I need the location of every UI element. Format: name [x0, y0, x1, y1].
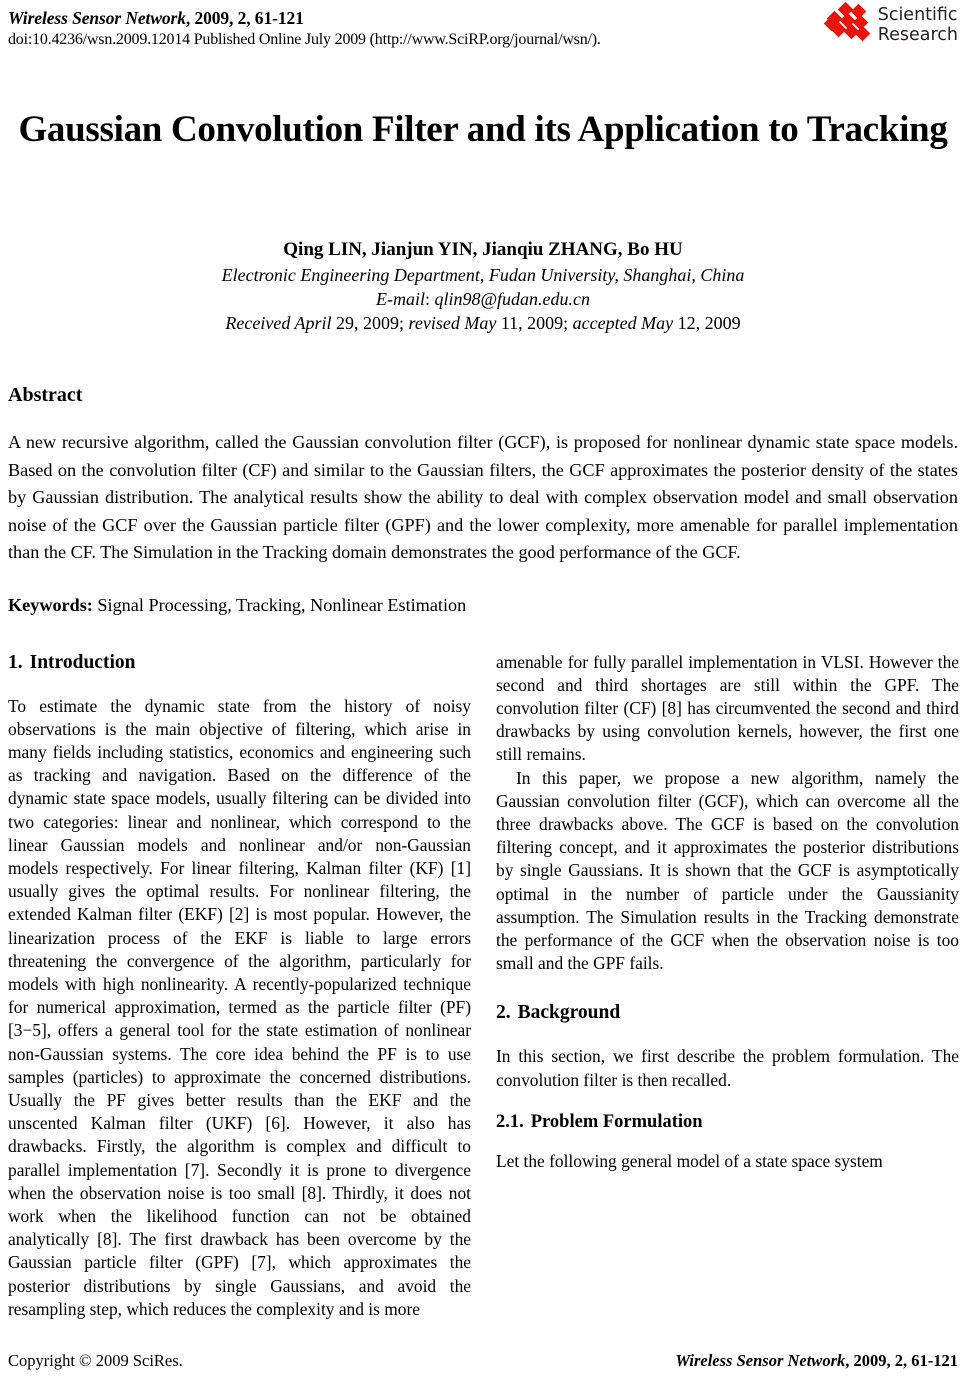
- page-title: Gaussian Convolution Filter and its Application to Tracking: [18, 109, 948, 150]
- section-title: Problem Formulation: [530, 1111, 703, 1132]
- keywords-value: Signal Processing, Tracking, Nonlinear Estimation: [92, 594, 467, 615]
- scientific-research-diamonds-icon: [826, 4, 872, 46]
- publisher-name-line2: Research: [877, 25, 958, 45]
- email-label: E-mail: [375, 289, 425, 309]
- footer-journal-meta: , 2009, 2, 61-121: [845, 1351, 958, 1370]
- received-date: 29, 2009;: [331, 313, 409, 333]
- received-label: Received April: [225, 313, 332, 333]
- author-affiliation: Electronic Engineering Department, Fudan University, Shanghai, China: [221, 265, 745, 285]
- section-title: Introduction: [29, 651, 136, 673]
- section-heading-problem-formulation: [496, 1110, 959, 1134]
- introduction-paragraph-1-continued: amenable for fully parallel implementation in VLSI. However the second and third shortages are still within the GPF. The convolution filter (CF) [8] has circumvented the second and third drawbacks by using convolution kernels, however, the first one still remains.: [496, 651, 959, 765]
- publisher-logo: [826, 4, 958, 46]
- page-footer: [8, 1351, 958, 1371]
- section-number: 2.: [496, 1002, 511, 1024]
- keywords-line: [8, 592, 958, 619]
- keywords-label: Keywords:: [8, 594, 93, 615]
- authors-block: [8, 237, 958, 335]
- accepted-date: 12, 2009: [673, 313, 741, 333]
- column-right: [496, 651, 959, 1321]
- section-heading-introduction: [8, 651, 471, 675]
- abstract-body: A new recursive algorithm, called the Gaussian convolution filter (GCF), is proposed for nonlinear dynamic state space models. Based on the convolution filter (CF) and similar to the Gaussian filters, the GCF approximates the posterior density of the states by Gaussian distribution. The analytical results show the ability to deal with complex observation model and small observation noise of the GCF over the Gaussian particle filter (GPF) and the lower complexity, more amenable for parallel implementation than the CF. The Simulation in the Tracking domain demonstrates the good performance of the GCF.: [8, 432, 958, 562]
- section-heading-background: [496, 1001, 959, 1025]
- section-title: Background: [517, 1002, 621, 1024]
- introduction-paragraph-1: To estimate the dynamic state from the history of noisy observations is the main objective of filtering, which arise in many fields including statistics, economics and engineering such as tracking and navigation. Based on the difference of the dynamic state space models, usually filtering can be divided into two categories: linear and nonlinear, which correspond to the linear Gaussian models and nonlinear and/or non-Gaussian models respectively. For linear filtering, Kalman filter (KF) [1] usually gives the optimal results. For nonlinear filtering, the extended Kalman filter (EKF) [2] is most popular. However, the linearization process of the EKF is liable to large errors threatening the convergence of the algorithm, particularly for models with high nonlinearity. A recently-popularized technique for numerical approximation, termed as the particle filter (PF) [3−5], offers a general tool for the state estimation of nonlinear non-Gaussian systems. The core idea behind the PF is to use samples (particles) to approximate the concerned distributions. Usually the PF gives better results than the EKF and the unscented Kalman filter (UKF) [6]. However, it also has drawbacks. Firstly, the algorithm is complex and difficult to parallel implementation [7]. Secondly it is prone to divergence when the observation noise is too small [8]. Thirdly, it does not work when the likelihood function can not be obtained analytically [8]. The first drawback has been overcome by the Gaussian particle filter (GPF) [7], which approximates the posterior distributions by single Gaussians, and avoid the resampling step, which reduces the complexity and is more: [8, 695, 471, 1319]
- email-separator: :: [424, 289, 435, 309]
- revised-label: revised May: [408, 313, 497, 333]
- introduction-paragraph-2: In this paper, we propose a new algorithm, namely the Gaussian convolution filter (GCF), which can overcome all the three drawbacks above. The GCF is based on the convolution filtering concept, and it approximates the posterior distributions by single Gaussians. It is shown that the GCF is asymptotically optimal in the number of particle under the Gaussianity assumption. The Simulation results in the Tracking demonstrate the performance of the GCF when the observation noise is too small and the GPF fails.: [496, 767, 959, 974]
- problem-formulation-paragraph-1: Let the following general model of a state space system: [496, 1150, 883, 1171]
- revised-date: 11, 2009;: [496, 313, 573, 333]
- submission-dates: [8, 311, 958, 335]
- column-left: [8, 651, 471, 1321]
- background-paragraph-1: In this section, we first describe the problem formulation. The convolution filter is then recalled.: [496, 1046, 959, 1090]
- copyright-notice: Copyright © 2009 SciRes.: [8, 1351, 183, 1370]
- email-address: qlin98@fudan.edu.cn: [434, 289, 591, 309]
- journal-name: Wireless Sensor Network: [8, 8, 186, 28]
- footer-journal-citation: [675, 1351, 958, 1371]
- publisher-name-line1: Scientific: [877, 5, 958, 25]
- section-number: 2.1.: [496, 1111, 524, 1132]
- author-names: Qing LIN, Jianjun YIN, Jianqiu ZHANG, Bo HU: [283, 239, 683, 260]
- journal-volume-pages: , 2009, 2, 61-121: [185, 8, 304, 28]
- publisher-name: [878, 5, 958, 45]
- author-email-line: [8, 287, 958, 311]
- doi-line: doi:10.4236/wsn.2009.12014 Published Online July 2009 (http://www.SciRP.org/journal/wsn/).: [8, 31, 601, 48]
- footer-journal-name: Wireless Sensor Network: [675, 1351, 846, 1370]
- section-number: 1.: [8, 651, 23, 673]
- journal-citation-line: [8, 8, 958, 29]
- abstract-heading: Abstract: [8, 384, 83, 406]
- masthead: [8, 5, 958, 66]
- accepted-label: accepted May: [572, 313, 674, 333]
- body-columns: [8, 651, 958, 1321]
